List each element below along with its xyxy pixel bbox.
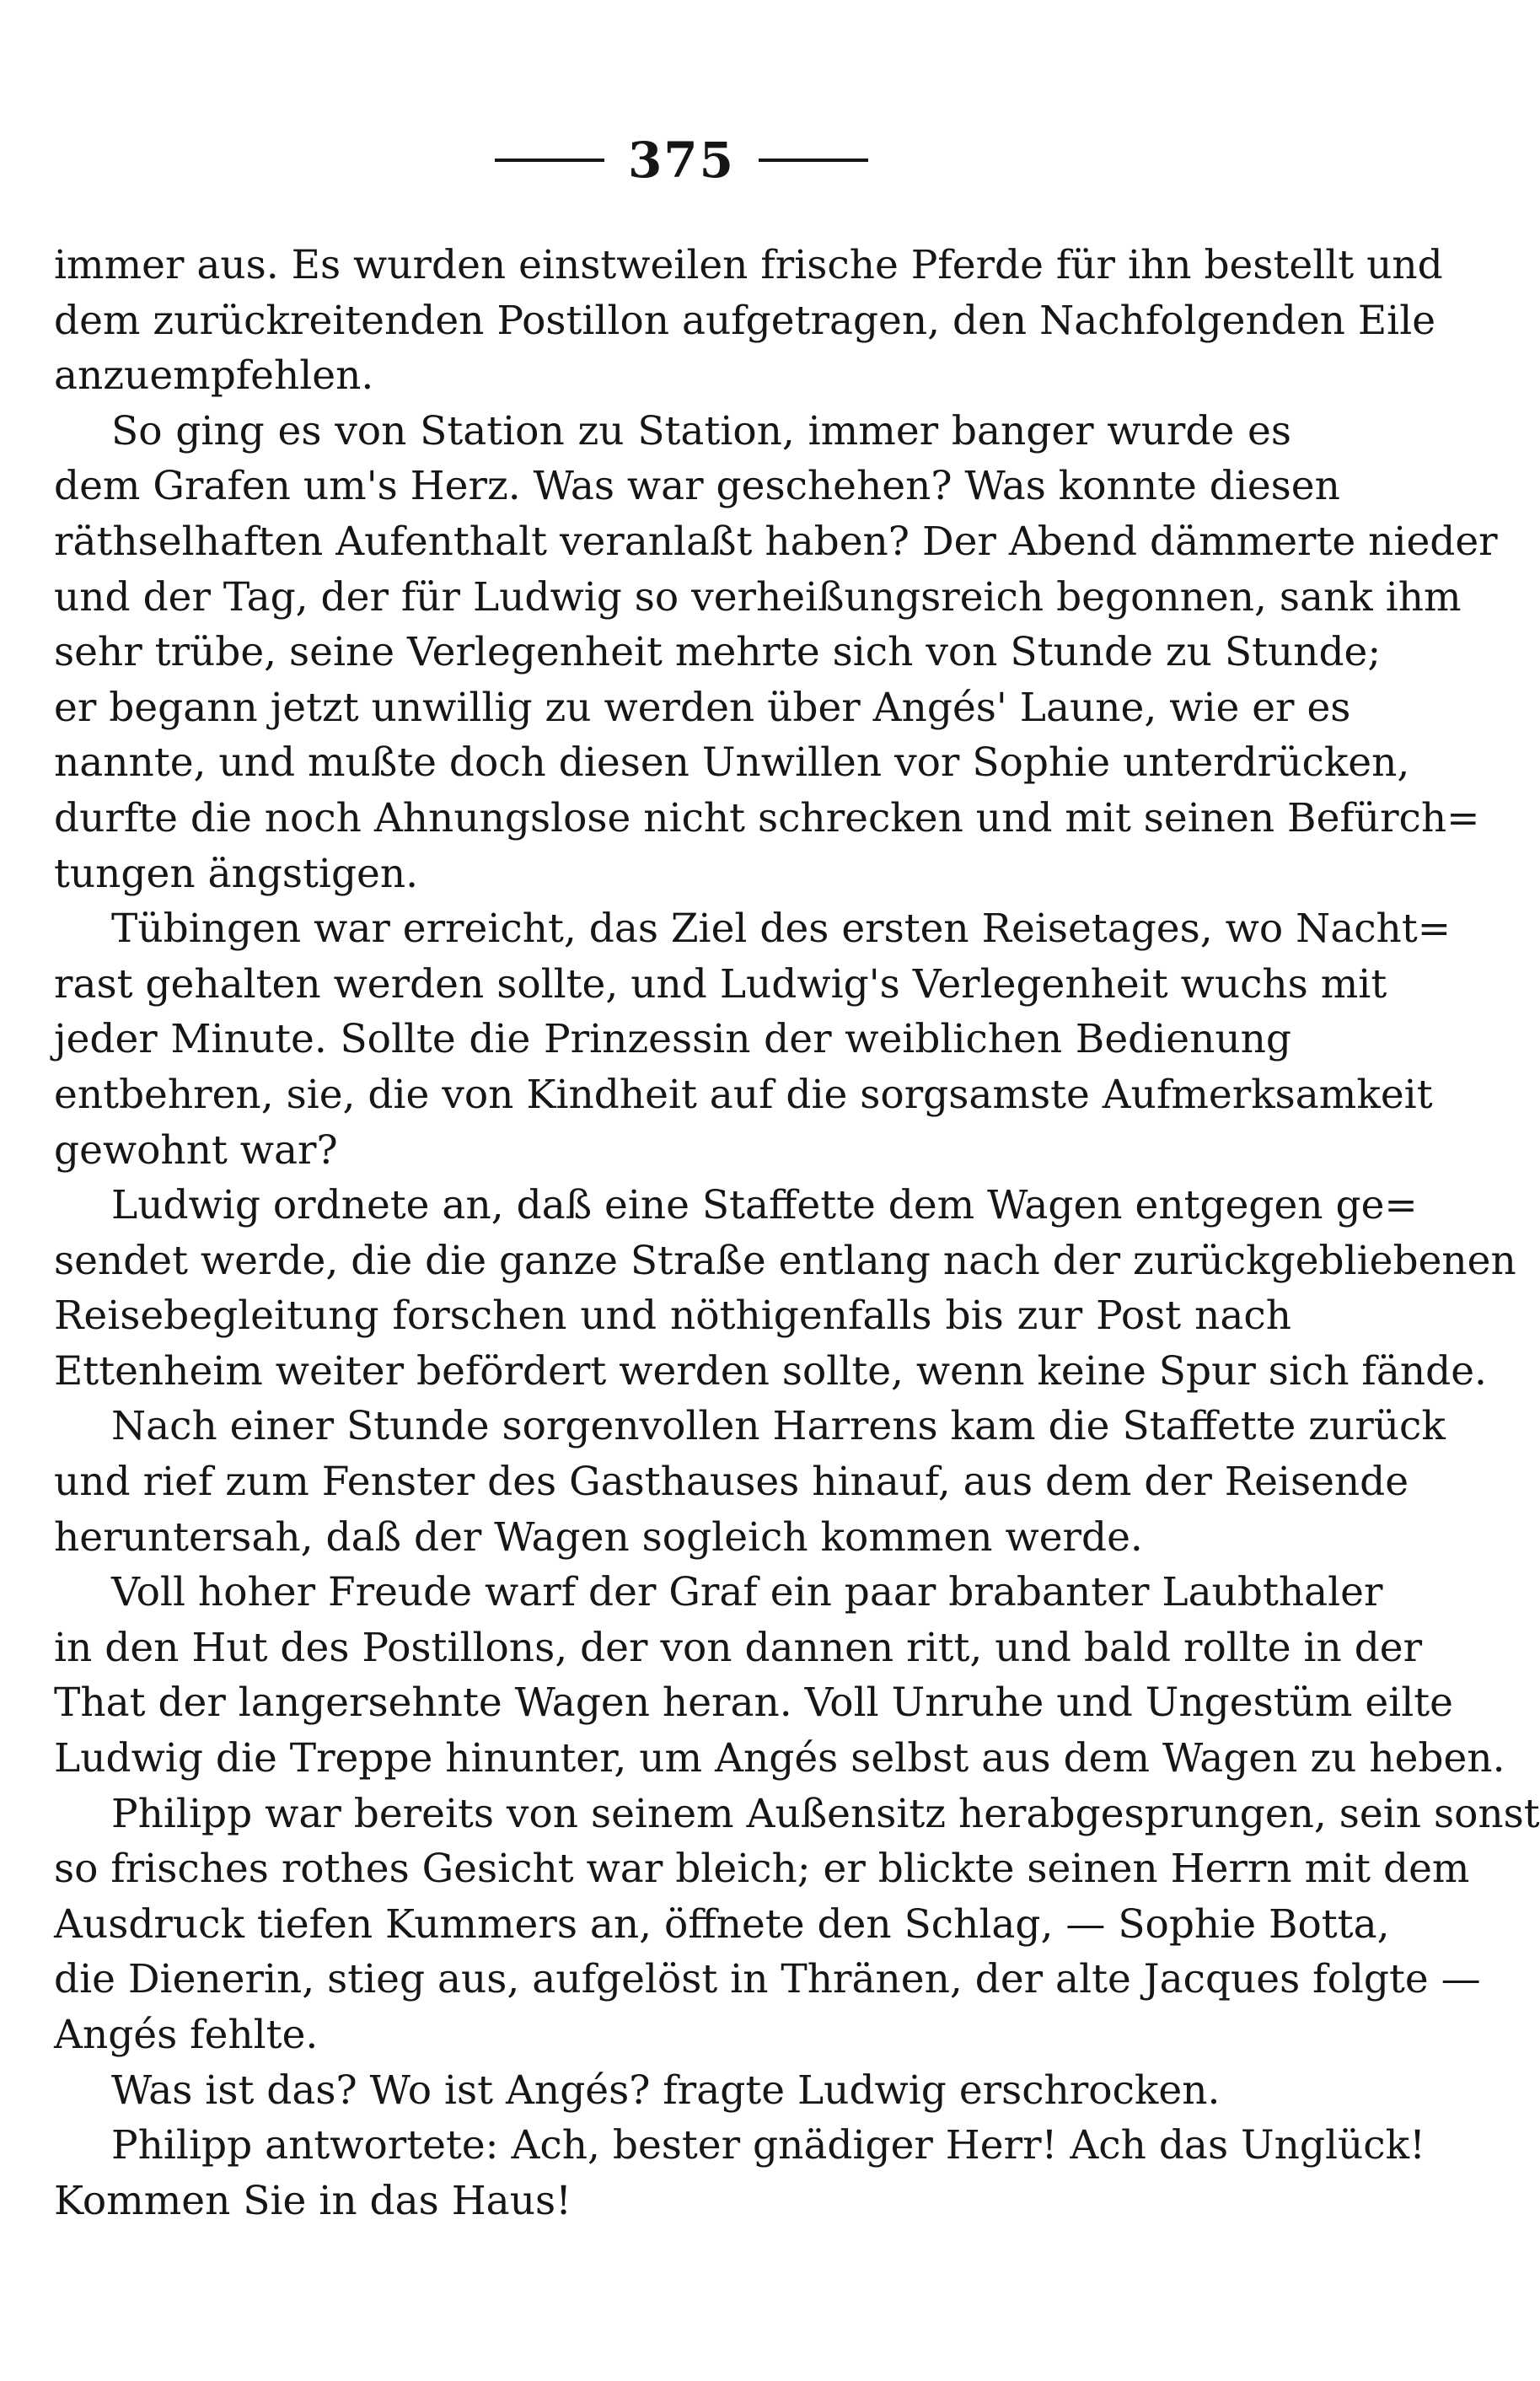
text-line: räthselhaften Aufenthalt veranlaßt haben? Der Abend dämmerte nieder	[54, 518, 1498, 565]
text-line: entbehren, sie, die von Kindheit auf die sorgsamste Aufmerksamkeit	[54, 1071, 1433, 1118]
text-line: dem Grafen um's Herz. Was war geschehen? Was konnte diesen	[54, 463, 1340, 510]
text-line: so frisches rothes Gesicht war bleich; er blickte seinen Herrn mit dem	[54, 1846, 1470, 1893]
text-line: Ausdruck tiefen Kummers an, öffnete den Schlag, — Sophie Botta,	[54, 1900, 1390, 1948]
text-line: sehr trübe, seine Verlegenheit mehrte sich von Stunde zu Stunde;	[54, 629, 1382, 676]
body-text	[54, 238, 1540, 2228]
text-line: in den Hut des Postillons, der von dannen ritt, und bald rollte in der	[54, 1624, 1423, 1671]
header-rule-right	[759, 159, 868, 162]
text-line: Philipp antwortete: Ach, bester gnädiger Herr! Ach das Unglück!	[111, 2122, 1425, 2169]
text-line: nannte, und mußte doch diesen Unwillen vor Sophie unterdrücken,	[54, 739, 1410, 787]
text-line: heruntersah, daß der Wagen sogleich kommen werde.	[54, 1513, 1143, 1561]
text-line: Ettenheim weiter befördert werden sollte, wenn keine Spur sich fände.	[54, 1347, 1487, 1395]
text-line: er begann jetzt unwillig zu werden über Angés' Laune, wie er es	[54, 684, 1351, 731]
text-line: Voll hoher Freude warf der Graf ein paar brabanter Laubthaler	[111, 1569, 1383, 1616]
header-rule-left	[495, 159, 604, 162]
text-line: sendet werde, die die ganze Straße entlang nach der zurückgebliebenen	[54, 1237, 1516, 1284]
text-line: durfte die noch Ahnungslose nicht schrecken und mit seinen Befürch=	[54, 794, 1480, 841]
text-line: Kommen Sie in das Haus!	[54, 2177, 571, 2224]
text-line: jeder Minute. Sollte die Prinzessin der weiblichen Bedienung	[54, 1016, 1291, 1063]
text-line: tungen ängstigen.	[54, 850, 419, 897]
text-line: Was ist das? Wo ist Angés? fragte Ludwig erschrocken.	[111, 2067, 1221, 2114]
text-line: Tübingen war erreicht, das Ziel des ersten Reisetages, wo Nacht=	[111, 906, 1451, 953]
page-number: 375	[627, 132, 736, 189]
page-header	[0, 126, 1363, 194]
text-line: Angés fehlte.	[54, 2012, 319, 2058]
text-line: und rief zum Fenster des Gasthauses hinauf, aus dem der Reisende	[54, 1459, 1409, 1506]
text-line: rast gehalten werden sollte, und Ludwig's Verlegenheit wuchs mit	[54, 960, 1387, 1008]
text-line: dem zurückreitenden Postillon aufgetragen, den Nachfolgenden Eile	[54, 297, 1436, 344]
text-line: gewohnt war?	[54, 1126, 338, 1174]
text-line: immer aus. Es wurden einstweilen frische Pferde für ihn bestellt und	[54, 242, 1443, 288]
text-line: und der Tag, der für Ludwig so verheißungsreich begonnen, sank ihm	[54, 573, 1462, 621]
text-line: Nach einer Stunde sorgenvollen Harrens kam die Staffette zurück	[111, 1403, 1446, 1450]
text-line: That der langersehnte Wagen heran. Voll Unruhe und Ungestüm eilte	[54, 1680, 1453, 1727]
text-line: Reisebegleitung forschen und nöthigenfalls bis zur Post nach	[54, 1293, 1291, 1340]
text-line: die Dienerin, stieg aus, aufgelöst in Thränen, der alte Jacques folgte —	[54, 1956, 1481, 2003]
text-line: Ludwig ordnete an, daß eine Staffette dem Wagen entgegen ge=	[111, 1182, 1418, 1229]
text-line: anzuempfehlen.	[54, 352, 374, 400]
text-line: Ludwig die Treppe hinunter, um Angés selbst aus dem Wagen zu heben.	[54, 1735, 1505, 1782]
text-line: Philipp war bereits von seinem Außensitz herabgesprungen, sein sonst	[111, 1790, 1540, 1837]
text-line: So ging es von Station zu Station, immer banger wurde es	[111, 407, 1291, 454]
